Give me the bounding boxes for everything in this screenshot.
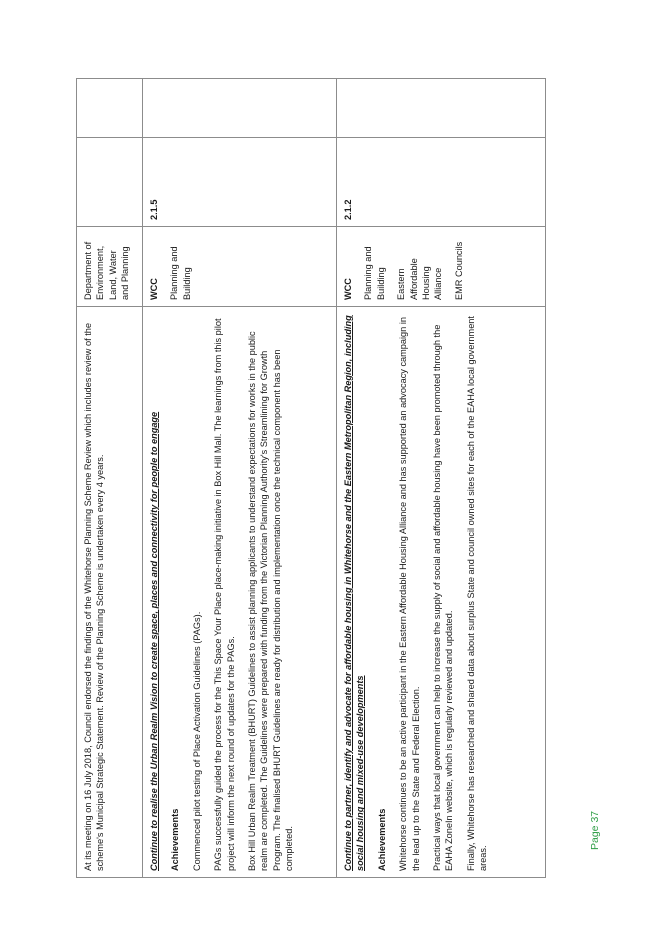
responsible-cell xyxy=(77,226,142,306)
responsible-text: WCC xyxy=(149,278,159,300)
extra-cell xyxy=(337,79,545,137)
rotated-table xyxy=(76,78,546,878)
paragraph: Practical ways that local government can help to increase the supply of social and affordable housing have been promoted through the EAHA ZoneIn website, which is regularly reviewed and updated. xyxy=(432,324,455,871)
paragraph: Finally, Whitehorse has researched and shared data about surplus State and council owned sites for each of the EAHA local government areas. xyxy=(465,316,489,871)
number-cell: 2.1.5 xyxy=(143,137,336,226)
main-cell xyxy=(143,306,336,877)
action-heading: Continue to realise the Urban Realm Vision to create space, places and connectivity for people to engage xyxy=(149,411,159,871)
action-heading: Continue to partner, identify and advocate for affordable housing in Whitehorse and the Eastern Metropolitan Region, including social housing and mixed-use developments xyxy=(343,315,366,871)
table-row xyxy=(336,79,546,877)
number-cell xyxy=(77,137,142,226)
responsible-cell xyxy=(337,226,545,306)
responsible-text: WCC xyxy=(343,278,353,300)
responsible-text: EMR Councils xyxy=(453,241,464,300)
table-row xyxy=(142,79,336,877)
paragraph: Commenced pilot testing of Place Activation Guidelines (PAGs). xyxy=(191,611,202,871)
main-cell xyxy=(77,306,142,877)
paragraph: At its meeting on 16 July 2018, Council endorsed the findings of the Whitehorse Planning Scheme Review which includes review of the scheme's Municipal Strategic Statement. Review of the Planning Scheme is undertaken every 4 years. xyxy=(83,323,106,871)
achievements-heading: Achievements xyxy=(376,808,387,871)
number-cell: 2.1.2 xyxy=(337,137,545,226)
responsible-text: Planning and Building xyxy=(363,246,386,300)
main-cell xyxy=(337,306,545,877)
paragraph: Whitehorse continues to be an active participant in the Eastern Affordable Housing Alliance and has supported an advocacy campaign in the lead up to the State and Federal Election. xyxy=(398,317,421,871)
table-row xyxy=(76,79,142,877)
achievements-heading: Achievements xyxy=(170,808,181,871)
responsible-text: Department of Environment, Land, Water and Planning xyxy=(83,241,131,300)
responsible-text: Planning and Building xyxy=(169,246,192,300)
paragraph: PAGs successfully guided the process for the This Space Your Place place-making initiative in Box Hill Mall. The learnings from this pilot project will inform the next round of updates for the PAGs. xyxy=(213,318,236,871)
paragraph: Box Hill Urban Realm Treatment (BHURT) Guidelines to assist planning applicants to understand expectations for works in the public realm are completed. The Guidelines were prepared with funding from the Victorian Planning Authority's Streamlining for Growth Program. The finalised BHURT Guidelines are ready for distribution and implementation once the technical component has been completed. xyxy=(247,331,295,871)
extra-cell xyxy=(143,79,336,137)
extra-cell xyxy=(77,79,142,137)
responsible-cell xyxy=(143,226,336,306)
page-number: Page 37 xyxy=(589,810,601,850)
responsible-text: Eastern Affordable Housing Alliance xyxy=(396,258,444,300)
